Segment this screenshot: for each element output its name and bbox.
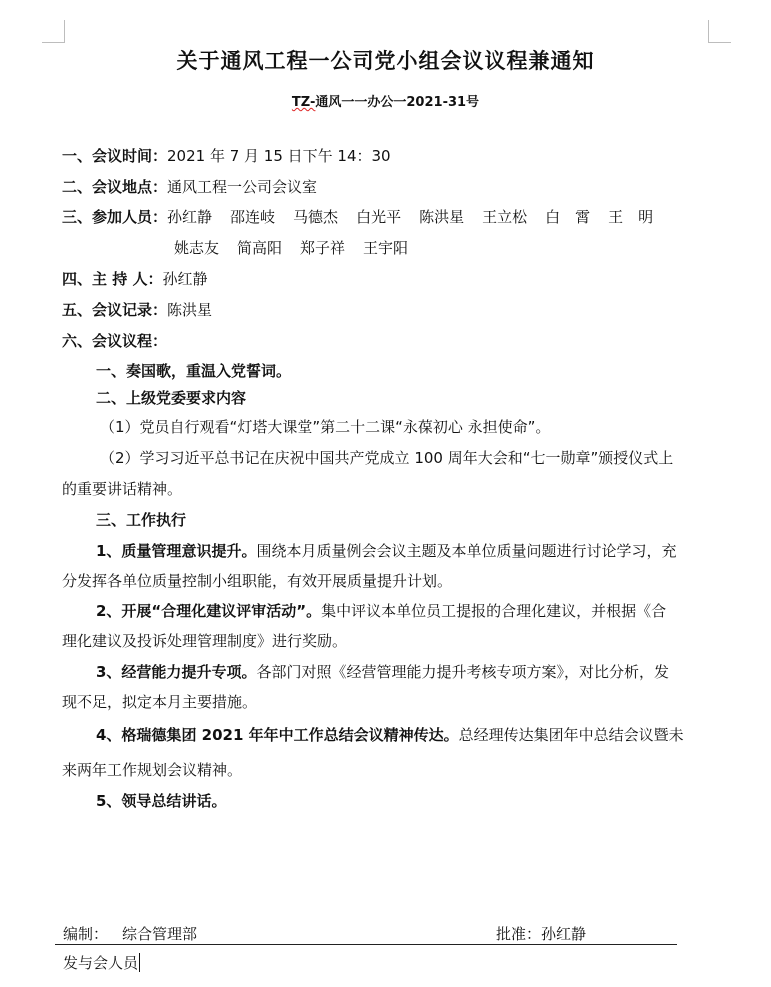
footer-divider (55, 944, 677, 945)
attendee-name: 姚志友 (174, 239, 220, 257)
recorder-row (62, 299, 212, 320)
recorder-label: 五、会议记录： (62, 301, 168, 319)
recorder-value: 陈洪星 (167, 301, 213, 319)
agenda-item-3: 三、工作执行 (96, 511, 187, 529)
attendee-name: 简高阳 (237, 239, 283, 257)
work-item-2-text: 集中评议本单位员工提报的合理化建议，并根据《合 (321, 602, 667, 620)
doc-number-prefix: TZ- (291, 95, 316, 110)
work-item-4-line1 (96, 724, 684, 745)
work-item-2-heading: 2、开展“合理化建议评审活动”。 (96, 602, 322, 620)
work-item-1-heading: 1、质量管理意识提升。 (96, 542, 257, 560)
attendee-name: 郑子祥 (300, 239, 346, 257)
agenda-item-2: 二、上级党委要求内容 (96, 389, 247, 407)
document-number (0, 91, 771, 110)
meeting-place-label: 二、会议地点： (62, 178, 168, 196)
approved-value: 孙红静 (541, 925, 587, 943)
document-title: 关于通风工程一公司党小组会议议程兼通知 (176, 49, 595, 73)
work-item-3-line2: 现不足，拟定本月主要措施。 (62, 693, 258, 711)
meeting-time-value: 2021 年 7 月 15 日下午 14：30 (167, 147, 391, 165)
work-item-5: 5、领导总结讲话。 (96, 792, 227, 810)
agenda-sub-2-line1: （2）学习习近平总书记在庆祝中国共产党成立 100 周年大会和“七一勋章”颁授仪式上 (100, 449, 674, 467)
work-item-3-heading: 3、经营能力提升专项。 (96, 663, 257, 681)
attendee-name: 陈洪星 (419, 208, 465, 226)
attendee-name: 王宇阳 (363, 239, 409, 257)
meeting-place-row (62, 176, 317, 197)
attendees-label: 三、参加人员： (62, 208, 168, 226)
compiled-value: 综合管理部 (122, 925, 198, 943)
work-item-2-line2: 理化建议及投诉处理管理制度》进行奖励。 (62, 632, 348, 650)
work-item-1-line2: 分发挥各单位质量控制小组职能，有效开展质量提升计划。 (62, 572, 453, 590)
work-item-1-line1 (96, 540, 676, 561)
work-item-3-line1 (96, 661, 669, 682)
attendee-name: 王立松 (482, 208, 528, 226)
work-item-4-heading: 4、格瑞德集团 2021 年年中工作总结会议精神传达。 (96, 726, 459, 744)
compiled-by (63, 923, 197, 944)
attendee-name: 邵连岐 (230, 208, 276, 226)
work-item-2-line1 (96, 600, 666, 621)
crop-mark-top-left (42, 20, 65, 43)
work-item-4-text: 总经理传达集团年中总结会议暨未 (458, 726, 684, 744)
agenda-sub-1: （1）党员自行观看“灯塔大课堂”第二十二课“永葆初心 永担使命”。 (100, 418, 551, 436)
attendees-list-row1 (167, 208, 671, 226)
meeting-time-label: 一、会议时间： (62, 147, 168, 165)
host-value: 孙红静 (162, 270, 208, 288)
host-label: 四、主 持 人： (62, 270, 163, 288)
attendee-name: 白 霄 (545, 208, 591, 226)
agenda-item-1: 一、奏国歌，重温入党誓词。 (96, 362, 292, 380)
attendee-name: 白光平 (356, 208, 402, 226)
compiled-label: 编制： (63, 925, 109, 943)
approved-by (496, 923, 586, 944)
attendees-row (62, 206, 671, 227)
attendees-list-row2 (174, 237, 426, 258)
work-item-4-line2: 来两年工作规划会议精神。 (62, 761, 243, 779)
work-item-3-text: 各部门对照《经营管理能力提升考核专项方案》，对比分析，发 (256, 663, 669, 681)
meeting-time-row (62, 145, 391, 166)
work-item-1-text: 围绕本月质量例会会议主题及本单位质量问题进行讨论学习，充 (256, 542, 677, 560)
distribution-row[interactable] (63, 952, 140, 973)
attendee-name: 孙红静 (167, 208, 213, 226)
meeting-place-value: 通风工程一公司会议室 (167, 178, 318, 196)
distribution-text: 发与会人员 (63, 954, 139, 972)
text-cursor (139, 953, 140, 972)
agenda-label: 六、会议议程： (62, 332, 168, 350)
doc-number-body: 通风一一办公一2021-31号 (315, 95, 480, 110)
approved-label: 批准： (496, 925, 542, 943)
crop-mark-top-right (708, 20, 731, 43)
host-row (62, 268, 207, 289)
attendee-name: 马德杰 (293, 208, 339, 226)
attendee-name: 王 明 (608, 208, 654, 226)
agenda-sub-2-line2: 的重要讲话精神。 (62, 480, 183, 498)
